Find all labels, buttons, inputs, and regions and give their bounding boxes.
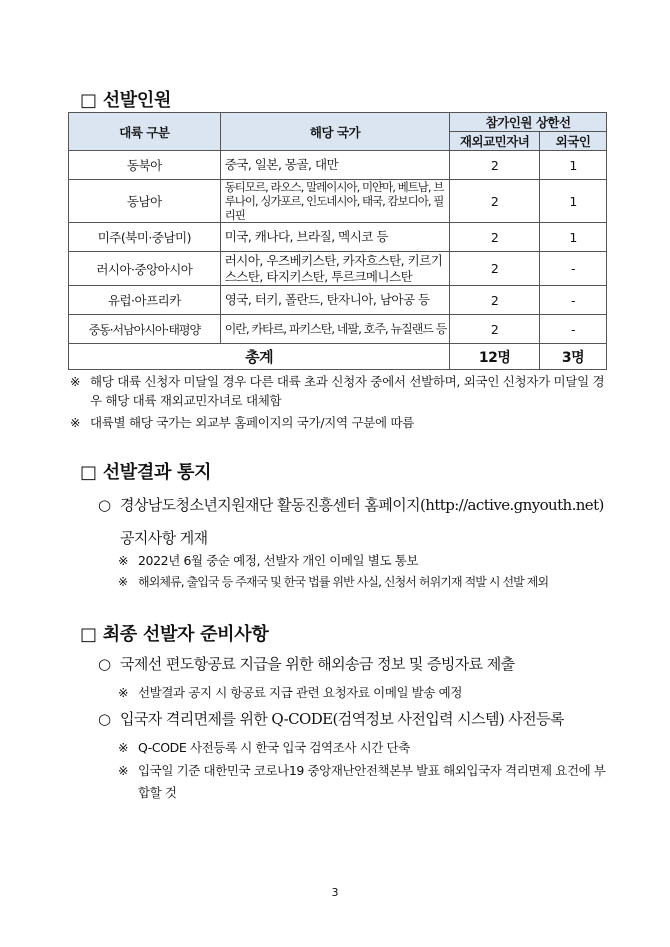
countries-cell: 중국, 일본, 몽골, 대만 <box>220 151 450 180</box>
header-cap-group: 참가인원 상한선 <box>450 113 607 132</box>
foreign-cap-cell: - <box>540 286 607 315</box>
table-row <box>69 286 607 315</box>
table-row <box>69 180 607 223</box>
foreign-cap-cell: - <box>540 315 607 344</box>
region-cell: 동남아 <box>69 180 221 223</box>
region-cell: 유럽·아프리카 <box>69 286 221 315</box>
section-title: 선발인원 <box>102 90 172 111</box>
reference-mark-icon: ※ <box>70 415 81 430</box>
countries-cell: 영국, 터키, 폴란드, 탄자니아, 남아공 등 <box>220 286 450 315</box>
countries-cell: 이란, 카타르, 파키스탄, 네팔, 호주, 뉴질랜드 등 <box>220 315 450 344</box>
section-title: 선발결과 통지 <box>102 462 212 483</box>
reference-mark-icon: ※ <box>118 553 129 568</box>
korean-cap-cell: 2 <box>450 223 540 252</box>
korean-cap-cell: 2 <box>450 180 540 223</box>
sub-note-qcode: ※ Q-CODE 사전등록 시 한국 입국 검역조사 시간 단축 <box>118 740 410 755</box>
square-bullet-icon: □ <box>80 624 97 645</box>
region-cell: 미주(북미·중남미) <box>69 223 221 252</box>
region-cell: 러시아·중앙아시아 <box>69 252 221 286</box>
reference-mark-icon: ※ <box>118 575 128 589</box>
square-bullet-icon: □ <box>80 462 97 483</box>
section-heading-selection-quota <box>80 86 171 112</box>
foreign-cap-cell: 1 <box>540 151 607 180</box>
section-heading-result-notice <box>80 458 211 484</box>
region-cell: 동북아 <box>69 151 221 180</box>
table-row <box>69 315 607 344</box>
note-replacement-rule: ※ 해당 대륙 신청자 미달일 경우 다른 대륙 초과 신청자 중에서 선발하며, 외국인 신청자가 미달일 경우 해당 대륙 재외교민자녀로 대체함 <box>70 374 605 408</box>
header-foreigners: 외국인 <box>540 132 607 151</box>
total-korean: 12명 <box>450 344 540 370</box>
notice-item-website: ○ 경상남도청소년지원재단 활동진흥센터 홈페이지(http://active.gnyouth.net) 공지사항 게재 <box>98 489 613 555</box>
prep-item-qcode: ○ 입국자 격리면제를 위한 Q-CODE(검역정보 사전입력 시스템) 사전등록 <box>98 710 564 728</box>
sub-note-quarantine-exemption: ※ 입국일 기준 대한민국 코로나19 중앙재난안전책본부 발표 해외입국자 격리면제 요건에 부합할 것 <box>118 760 610 804</box>
region-cell: 중동·서남아시아·태평양 <box>69 315 221 344</box>
sub-note-email: ※ 2022년 6월 중순 예정, 선발자 개인 이메일 별도 통보 <box>118 553 419 568</box>
korean-cap-cell: 2 <box>450 151 540 180</box>
korean-cap-cell: 2 <box>450 315 540 344</box>
total-label: 총계 <box>69 344 450 370</box>
foreign-cap-cell: 1 <box>540 180 607 223</box>
quota-table <box>68 112 607 370</box>
sub-note-airfare-email: ※ 선발결과 공지 시 항공료 지급 관련 요청자료 이메일 발송 예정 <box>118 685 463 700</box>
foreign-cap-cell: 1 <box>540 223 607 252</box>
circle-bullet-icon: ○ <box>98 710 111 728</box>
table-row <box>69 252 607 286</box>
sub-note-exclusion: ※ 해외체류, 출입국 등 주재국 및 한국 법률 위반 사실, 신청서 허위기재 적발 시 선발 제외 <box>118 573 618 592</box>
total-foreign: 3명 <box>540 344 607 370</box>
note-country-classification: ※ 대륙별 해당 국가는 외교부 홈페이지의 국가/지역 구분에 따름 <box>70 415 415 430</box>
reference-mark-icon: ※ <box>118 740 129 755</box>
countries-cell: 동티모르, 라오스, 말레이시아, 미얀마, 베트남, 브루나이, 싱가포르, 인도네시아, 태국, 캄보디아, 필리핀 <box>220 180 450 223</box>
section-title: 최종 선발자 준비사항 <box>102 624 269 645</box>
total-row <box>69 344 607 370</box>
section-heading-preparation <box>80 620 268 646</box>
header-korean-children: 재외교민자녀 <box>450 132 540 151</box>
korean-cap-cell: 2 <box>450 252 540 286</box>
reference-mark-icon: ※ <box>70 374 81 389</box>
table-row <box>69 223 607 252</box>
header-region: 대륙 구분 <box>69 113 221 151</box>
circle-bullet-icon: ○ <box>98 496 111 514</box>
table-row <box>69 151 607 180</box>
page-number: 3 <box>331 886 339 899</box>
countries-cell: 러시아, 우즈베키스탄, 카자흐스탄, 키르기스스탄, 타지키스탄, 투르크메니스탄 <box>220 252 450 286</box>
circle-bullet-icon: ○ <box>98 655 111 673</box>
countries-cell: 미국, 캐나다, 브라질, 멕시코 등 <box>220 223 450 252</box>
header-countries: 해당 국가 <box>220 113 450 151</box>
square-bullet-icon: □ <box>80 90 97 111</box>
foreign-cap-cell: - <box>540 252 607 286</box>
reference-mark-icon: ※ <box>118 685 129 700</box>
prep-item-airfare: ○ 국제선 편도항공료 지급을 위한 해외송금 정보 및 증빙자료 제출 <box>98 655 515 673</box>
korean-cap-cell: 2 <box>450 286 540 315</box>
reference-mark-icon: ※ <box>118 763 129 778</box>
